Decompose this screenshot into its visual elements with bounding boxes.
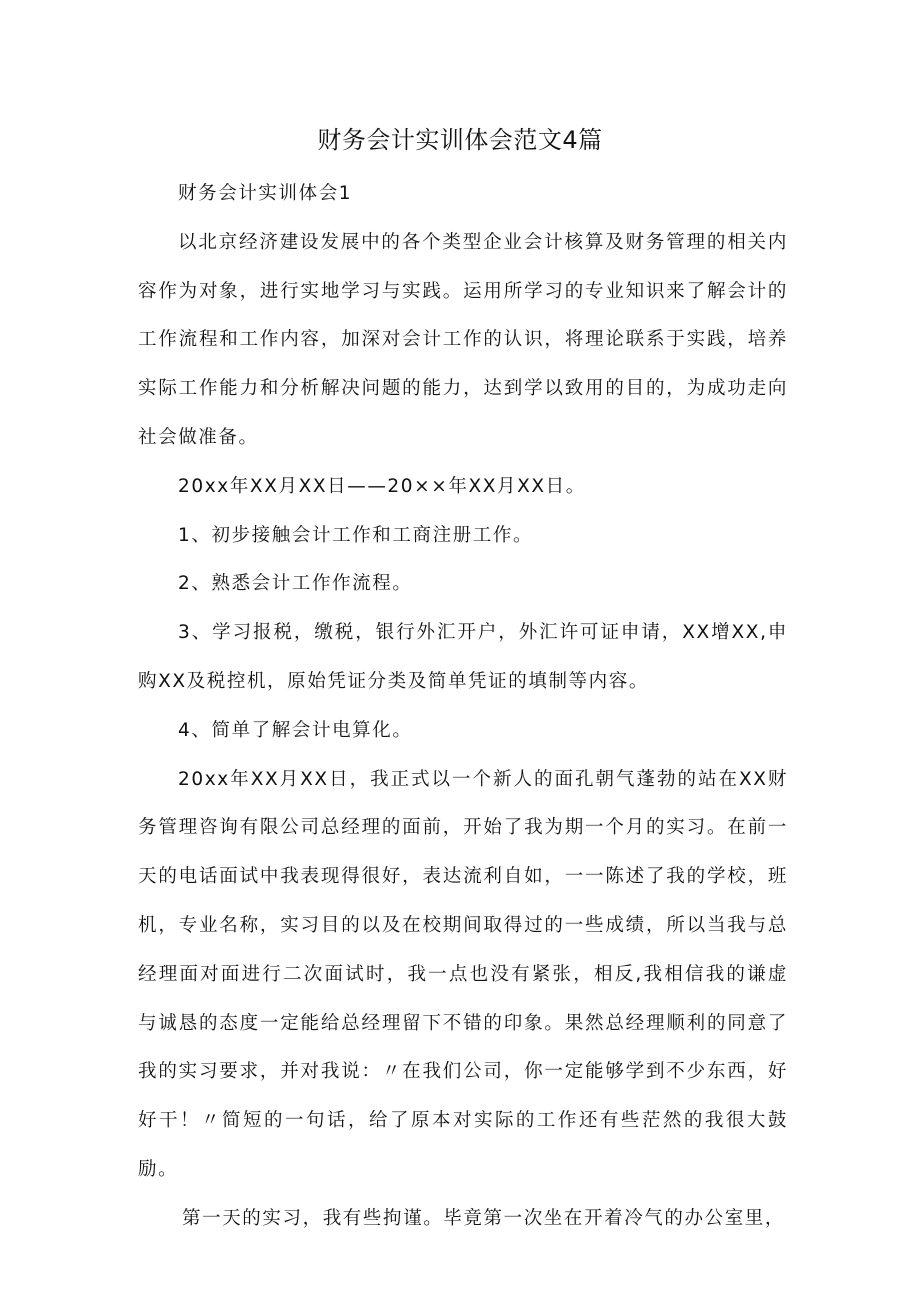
paragraph-first-day: 第一天的实习，我有些拘谨。毕竟第一次坐在开着冷气的办公室里， [182,1207,786,1229]
section-heading: 财务会计实训体会1 [178,183,353,204]
document-body [138,170,788,1244]
list-item-3: 3、学习报税，缴税，银行外汇开户，外汇许可证申请，XX增XX,申购XX及税控机，原始凭证分类及简单凭证的填制等内容。 [138,622,788,692]
list-item-4: 4、简单了解会计电算化。 [178,719,413,741]
paragraph-internship-start: 20xx年XX月XX日，我正式以一个新人的面孔朝气蓬勃的站在XX财务管理咨询有限公司总经理的面前，开始了我为期一个月的实习。在前一天的电话面试中我表现得很好，表达流利自如，一一陈述了我的学校，班机，专业名称，实习目的以及在校期间取得过的一些成绩，所以当我与总经理面对面进行二次面试时，我一点也没有紧张，相反,我相信我的谦虚与诚恳的态度一定能给总经理留下不错的印象。果然总经理顺利的同意了我的实习要求，并对我说：〃在我们公司，你一定能够学到不少东西，好好干！〃简短的一句话，给了原本对实际的工作还有些茫然的我很大鼓励。 [138,768,788,1180]
paragraph-purpose: 以北京经济建设发展中的各个类型企业会计核算及财务管理的相关内容作为对象，进行实地学习与实践。运用所学习的专业知识来了解会计的工作流程和工作内容，加深对会计工作的认识，将理论联系于实践，培养实际工作能力和分析解决问题的能力，达到学以致用的目的，为成功走向社会做准备。 [138,231,788,448]
document-title: 财务会计实训体会范文4篇 [317,126,603,154]
paragraph-date-range: 20xx年XX月XX日——20××年XX月XX日。 [178,475,586,497]
list-item-1: 1、初步接触会计工作和工商注册工作。 [178,524,534,546]
list-item-2: 2、熟悉会计工作作流程。 [178,573,413,595]
